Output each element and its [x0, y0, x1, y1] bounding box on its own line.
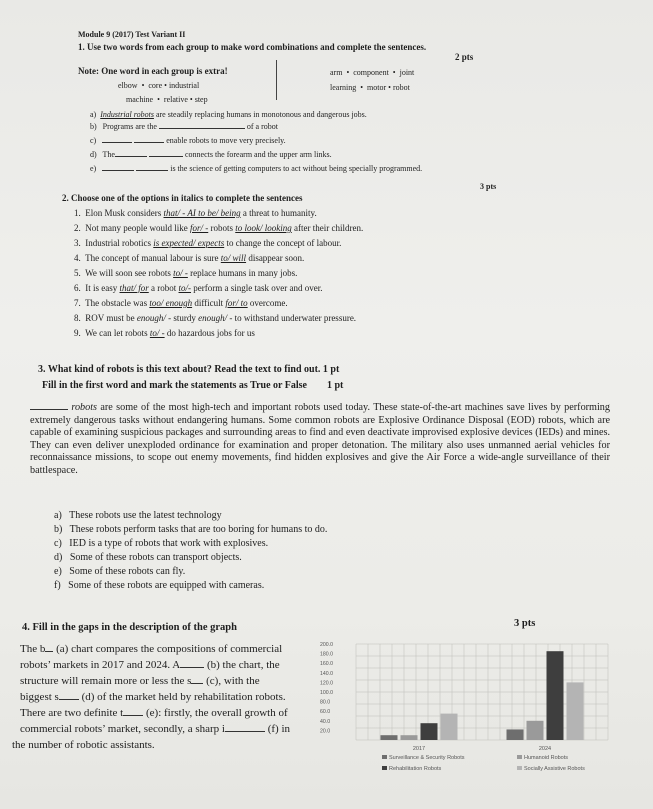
s3-statement-d[interactable]: d) Some of these robots can transport objects.	[54, 552, 242, 563]
legend-label: Humanoid Robots	[524, 755, 569, 761]
s4-line-1: The b (a) chart compares the compositions of commercial	[20, 643, 283, 655]
s2-item-7: 7. The obstacle was too/ enough difficult for/ to overcome.	[74, 298, 288, 308]
s1-item-a: a) Industrial robots are steadily replacing humans in monotonous and dangerous jobs.	[90, 110, 367, 119]
chart-x-labels	[413, 746, 551, 752]
s1-item-e: e) is the science of getting computers to act without being specially programmed.	[90, 164, 423, 173]
s4-line-6: commercial robots’ market, secondly, a sharp i (f) in	[20, 723, 291, 735]
s2-item-1: 1. Elon Musk considers that/ - AI to be/ being a threat to humanity.	[74, 208, 317, 218]
word-motor: motor	[367, 83, 387, 92]
s3-statement-a[interactable]: a) These robots use the latest technology	[54, 510, 222, 521]
group-a-row1: elbow • core • industrial	[118, 81, 200, 90]
s2-title: 2. Choose one of the options in italics to complete the sentences	[62, 193, 303, 203]
legend-swatch	[382, 766, 387, 770]
bar-2017-1	[401, 735, 418, 740]
s4-line-7: the number of robotic assistants.	[12, 739, 155, 751]
s3-reading-text: robots are some of the most high-tech and important robots used today. These state-of-the-art machines save lives by performing extremely dangerous tasks without endangering humans. Some common robots are Explosive Ordinance Disposal (EOD) robots, which are capable of examining suspicious packages and surrounding areas to find and even deactivate improvised explosive devices (IEDs) and mines. They can even deliver unexploded ordinance for examination and proper detonation. The military also uses unmanned aerial vehicles for reconnaissance missions, to scope out enemy movements, find hidden explosives and give the Air Force a wide-angle surveillance of their battlespace.	[30, 402, 610, 476]
answer-blank[interactable]	[149, 156, 183, 157]
group-a-row2: machine • relative • step	[126, 95, 208, 104]
s3-statement-c[interactable]: c) IED is a type of robots that work with explosives.	[54, 538, 269, 549]
legend-label: Rehabilitation Robots	[389, 766, 442, 772]
x-label-2024: 2024	[538, 746, 552, 752]
answer-blank[interactable]	[102, 142, 132, 143]
answer-blank[interactable]	[225, 731, 265, 732]
s1-note: Note: One word in each group is extra!	[78, 66, 228, 76]
bar-2017-2	[421, 723, 438, 740]
y-tick-label: 120.0	[320, 680, 333, 687]
answer-blank[interactable]	[159, 128, 245, 129]
bar-2024-2	[547, 651, 564, 740]
y-tick-label: 100.0	[320, 690, 333, 696]
s2-item-2: 2. Not many people would like for/ - robots to look/ looking after their children.	[74, 223, 364, 233]
s2-points: 3 pts	[480, 182, 497, 191]
word-industrial: industrial	[168, 81, 200, 90]
s4-line-2: robots’ markets in 2017 and 2024. A (b) the chart, the	[20, 659, 280, 671]
answer-blank[interactable]	[123, 715, 143, 716]
s2-item-9: 9. We can let robots to/ - do hazardous jobs for us	[74, 328, 255, 338]
s4-points: 3 pts	[514, 618, 536, 629]
s4-title: 4. Fill in the gaps in the description of the graph	[22, 622, 237, 633]
y-tick-label: 200.0	[320, 642, 333, 648]
market-chart	[312, 636, 612, 786]
s3-title: 3. What kind of robots is this text about? Read the text to find out. 1 pt	[38, 364, 340, 375]
x-label-2017: 2017	[412, 746, 426, 752]
s3-statement-e[interactable]: e) Some of these robots can fly.	[54, 566, 186, 577]
s4-line-5: There are two definite t (e): firstly, the overall growth of	[20, 707, 288, 719]
word-component: component	[353, 68, 389, 77]
legend-swatch	[382, 755, 387, 759]
s1-points: 2 pts	[455, 52, 474, 62]
s1-item-b: b) Programs are the of a robot	[90, 122, 278, 131]
page-header: Module 9 (2017) Test Variant II	[78, 30, 186, 39]
answer-blank[interactable]	[59, 699, 79, 700]
answer-blank[interactable]	[45, 651, 53, 652]
bar-2024-0	[507, 729, 524, 740]
y-tick-label: 180.0	[320, 651, 333, 658]
s2-item-6: 6. It is easy that/ for a robot to/- perform a single task over and over.	[74, 283, 323, 293]
group-b-row1: arm • component • joint	[330, 68, 415, 77]
word-elbow: elbow	[118, 81, 138, 90]
y-tick-label: 60.0	[320, 709, 331, 716]
s1-title: 1. Use two words from each group to make word combinations and complete the sentences.	[78, 42, 427, 52]
s3-statement-b[interactable]: b) These robots perform tasks that are too boring for humans to do.	[54, 524, 328, 535]
answer-blank[interactable]	[134, 142, 164, 143]
s2-item-3: 3. Industrial robotics is expected/ expects to change the concept of labour.	[74, 238, 342, 248]
group-b-row2: learning • motor • robot	[330, 83, 410, 92]
y-tick-label: 160.0	[320, 661, 333, 668]
word-joint: joint	[399, 68, 415, 77]
group-divider	[276, 60, 277, 100]
s4-line-4: biggest s (d) of the market held by rehabilitation robots.	[20, 691, 286, 703]
chart-bars	[381, 651, 584, 740]
s2-item-4: 4. The concept of manual labour is sure to/ will disappear soon.	[74, 253, 305, 263]
s2-item-8: 8. ROV must be enough/ - sturdy enough/ - to withstand underwater pressure.	[74, 313, 357, 323]
legend-label: Surveillance & Security Robots	[389, 755, 465, 761]
y-tick-label: 40.0	[320, 718, 331, 725]
legend-swatch	[517, 766, 522, 770]
word-step: step	[194, 95, 208, 104]
answer-blank[interactable]	[191, 683, 203, 684]
s3-statement-f[interactable]: f) Some of these robots are equipped with cameras.	[54, 580, 265, 591]
bar-2017-0	[381, 735, 398, 740]
s4-line-3: structure will remain more or less the s (c), with the	[20, 675, 260, 687]
y-tick-label: 20.0	[320, 728, 331, 735]
word-core: core	[148, 81, 163, 90]
word-arm: arm	[330, 68, 343, 77]
word-relative: relative	[163, 95, 188, 104]
bar-2024-1	[527, 721, 544, 740]
y-tick-label: 80.0	[320, 699, 331, 706]
bar-2017-3	[441, 714, 458, 740]
answer-blank[interactable]	[115, 156, 147, 157]
answer-blank[interactable]	[102, 170, 134, 171]
answer-blank[interactable]	[30, 409, 68, 410]
chart-y-ticks	[320, 642, 333, 734]
word-machine: machine	[126, 95, 154, 104]
y-tick-label: 140.0	[320, 670, 333, 677]
chart-legend	[382, 755, 585, 772]
answer-blank[interactable]	[136, 170, 168, 171]
s2-item-5: 5. We will soon see robots to/ - replace humans in many jobs.	[74, 268, 298, 278]
s3-sub-points: 1 pt	[326, 380, 344, 391]
word-robot: robot	[392, 83, 410, 92]
legend-swatch	[517, 755, 522, 759]
answer-blank[interactable]	[180, 667, 204, 668]
s1-item-d: d) The connects the forearm and the upper arm links.	[90, 150, 332, 159]
legend-label: Socially Assistive Robots	[524, 766, 585, 772]
bar-2024-3	[567, 682, 584, 740]
s1-item-c: c) enable robots to move very precisely.	[90, 136, 286, 145]
s3-subtitle: Fill in the first word and mark the statements as True or False 1 pt	[42, 380, 344, 391]
word-learning: learning	[330, 83, 357, 92]
